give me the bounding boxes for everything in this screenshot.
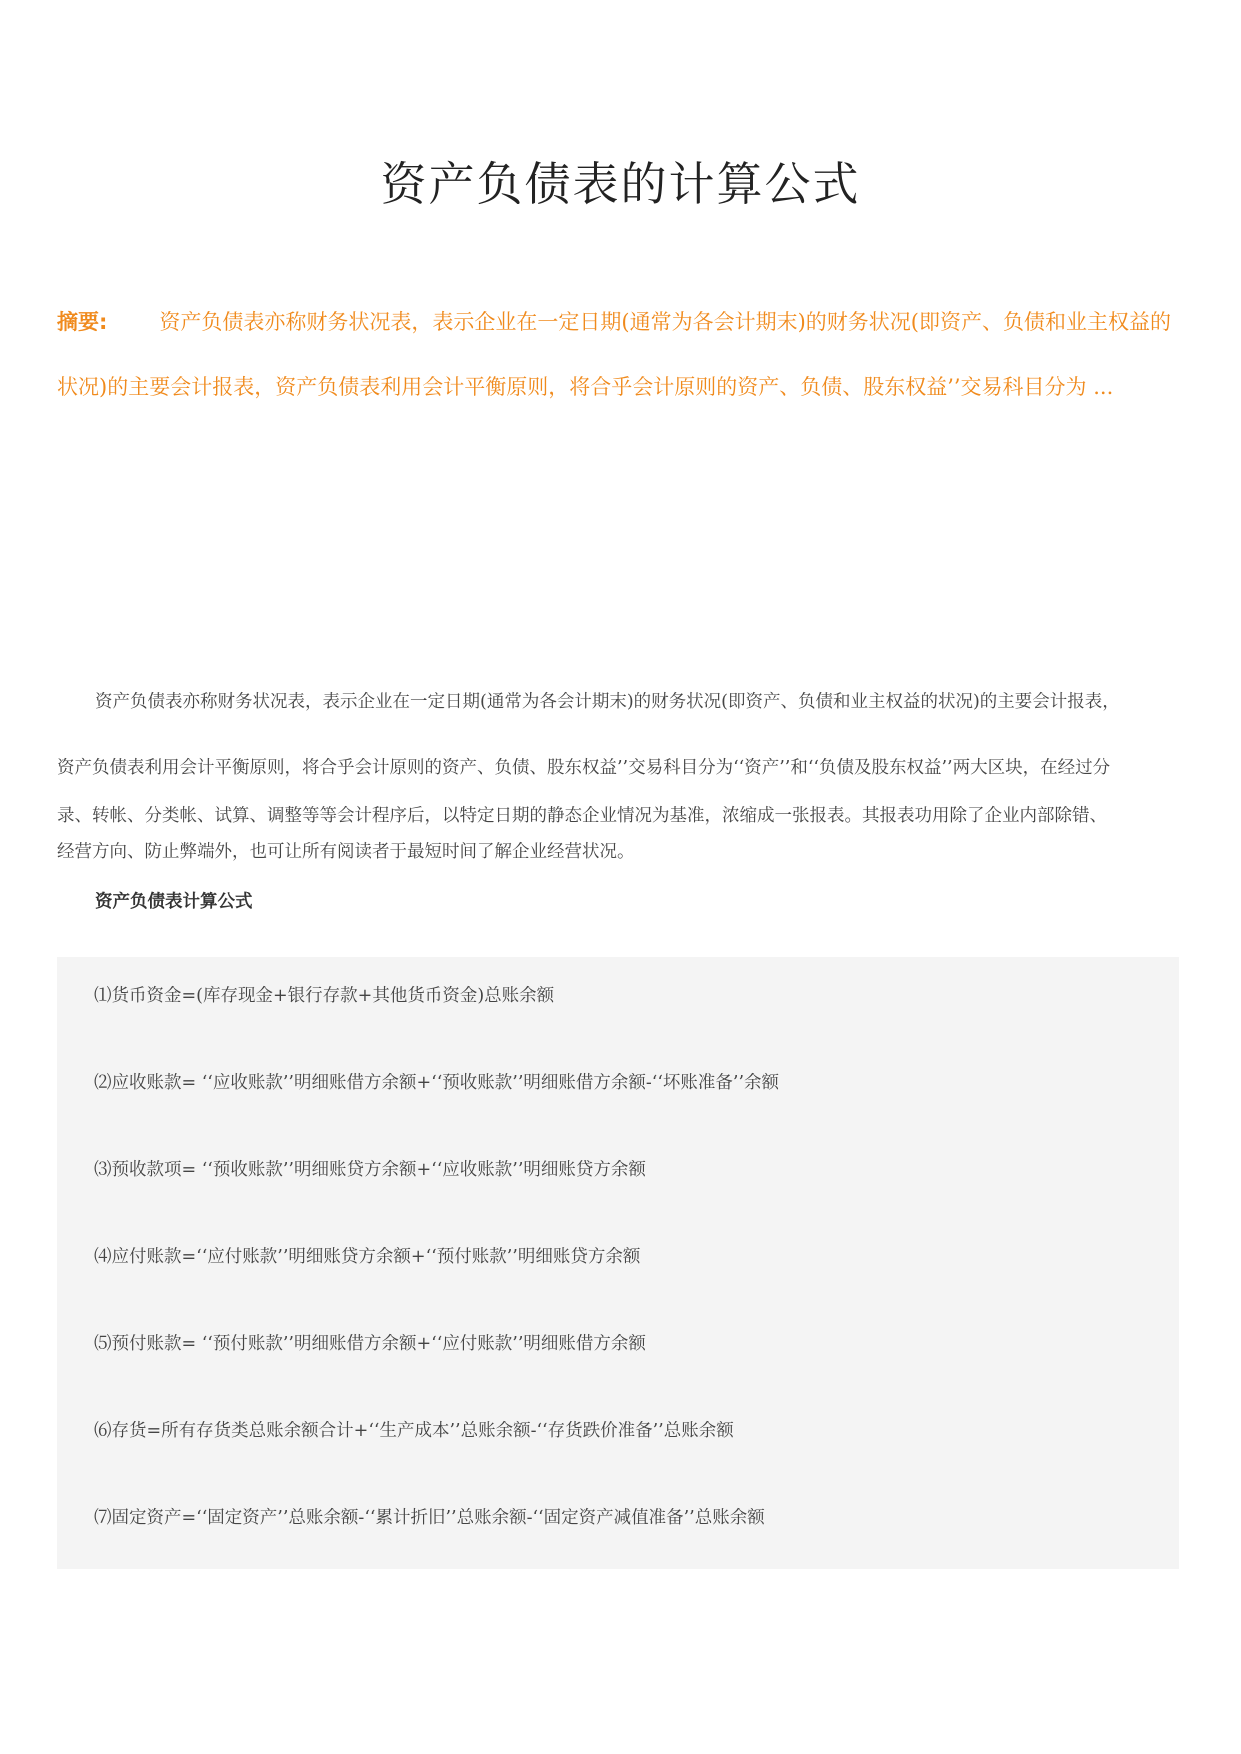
formula-item: ⑹存货=所有存货类总账余额合计+‘‘生产成本’’总账余额-‘‘存货跌价准备’’总账余额 [94,1421,734,1441]
section-heading: 资产负债表计算公式 [95,892,253,912]
body-line: 资产负债表利用会计平衡原则，将合乎会计原则的资产、负债、股东权益’’交易科目分为‘‘资产’’和‘‘负债及股东权益’’两大区块，在经过分 [57,758,1111,778]
body-line: 经营方向、防止弊端外，也可让所有阅读者于最短时间了解企业经营状况。 [57,842,635,862]
formula-item: ⑴货币资金=(库存现金+银行存款+其他货币资金)总账余额 [94,986,555,1006]
abstract [57,290,1187,420]
body-line: 资产负债表亦称财务状况表，表示企业在一定日期(通常为各会计期末)的财务状况(即资产、负债和业主权益的状况)的主要会计报表， [95,692,1120,712]
body-line: 录、转帐、分类帐、试算、调整等等会计程序后，以特定日期的静态企业情况为基准，浓缩成一张报表。其报表功用除了企业内部除错、 [57,806,1107,826]
formula-item: ⑶预收款项= ‘‘预收账款’’明细账贷方余额+‘‘应收账款’’明细账贷方余额 [94,1160,646,1180]
formula-box [57,957,1179,1569]
formula-item: ⑸预付账款= ‘‘预付账款’’明细账借方余额+‘‘应付账款’’明细账借方余额 [94,1334,646,1354]
document-title: 资产负债表的计算公式 [380,157,861,211]
formula-item: ⑵应收账款= ‘‘应收账款’’明细账借方余额+‘‘预收账款’’明细账借方余额-‘‘坏账准备’’余额 [94,1073,780,1093]
formula-item: ⑺固定资产=‘‘固定资产’’总账余额-‘‘累计折旧’’总账余额-‘‘固定资产减值准备’’总账余额 [94,1508,765,1528]
abstract-label: 摘要: [57,310,108,334]
abstract-text: 资产负债表亦称财务状况表，表示企业在一定日期(通常为各会计期末)的财务状况(即资产、负债和业主权益的状况)的主要会计报表，资产负债表利用会计平衡原则，将合乎会计原则的资产、负债、股东权益’’交易科目分为 ... [57,310,1171,399]
formula-item: ⑷应付账款=‘‘应付账款’’明细账贷方余额+‘‘预付账款’’明细账贷方余额 [94,1247,641,1267]
